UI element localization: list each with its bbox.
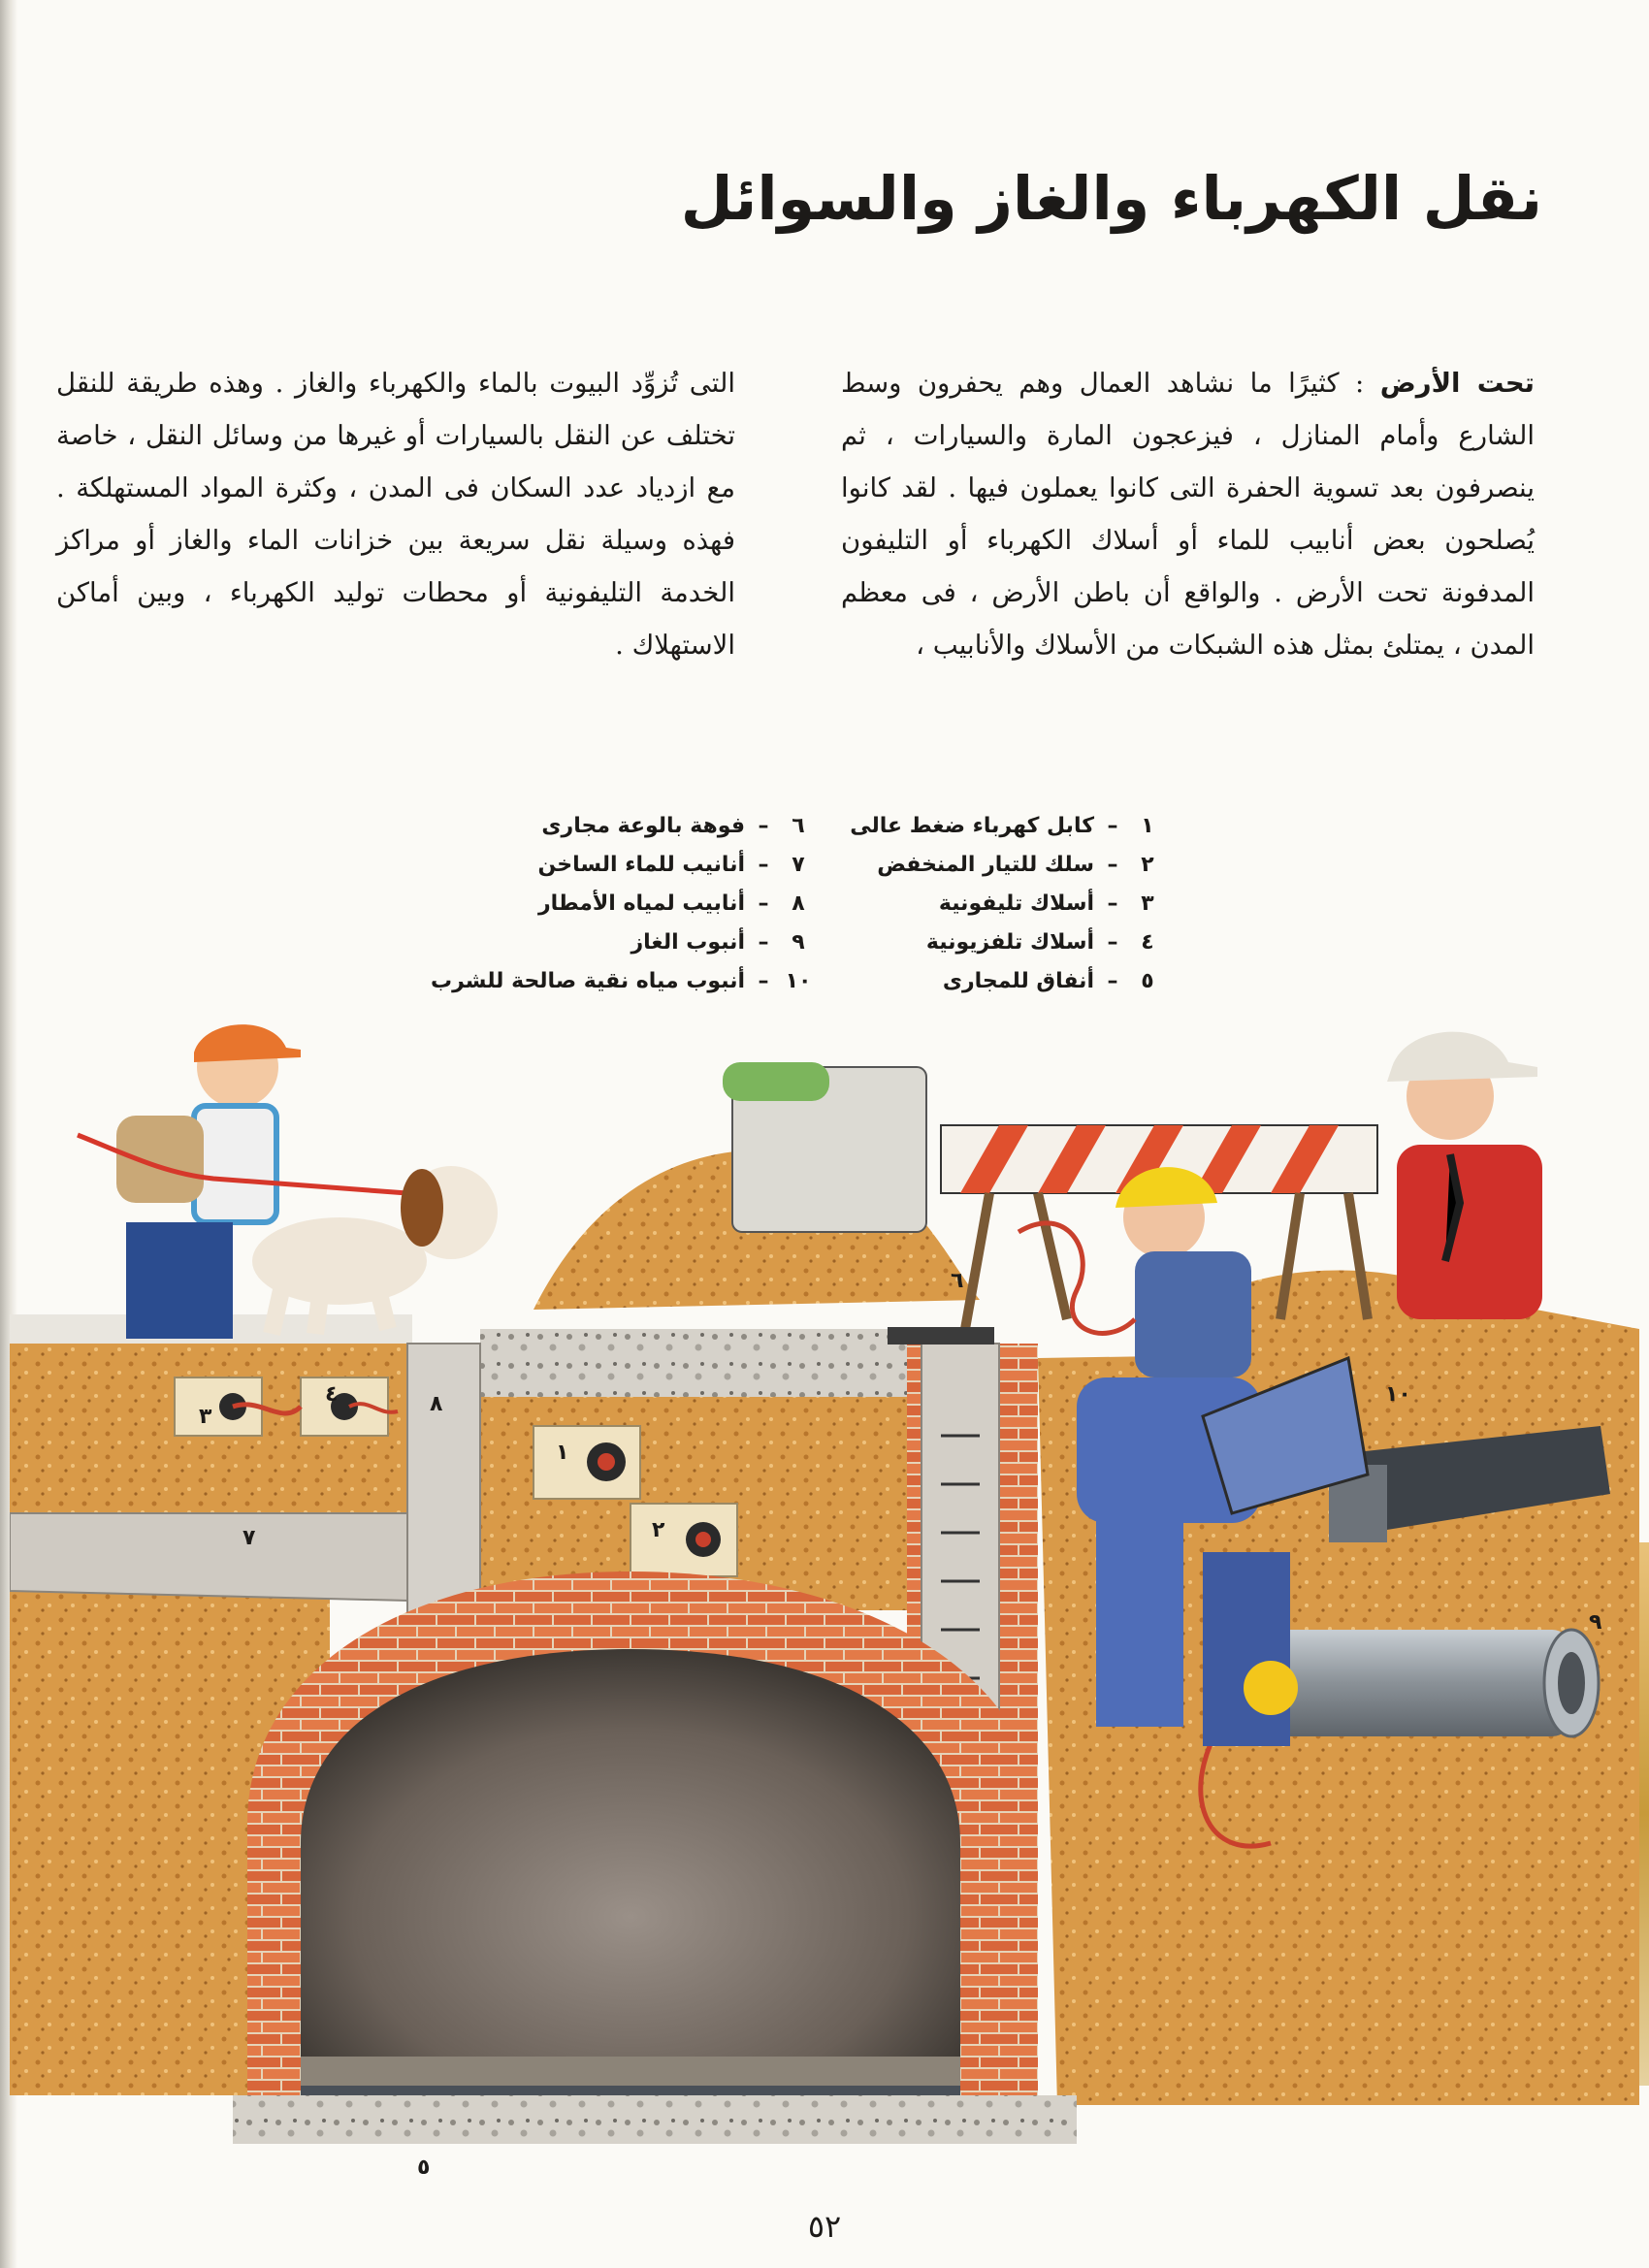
legend-label: أنانيب للماء الساخن (537, 853, 745, 877)
legend-item (431, 846, 815, 885)
legend-label: سلك للتيار المنخفض (877, 853, 1094, 877)
legend-right (850, 807, 1164, 1001)
callout-3: ٣ (199, 1405, 212, 1429)
television-conduit (301, 1377, 398, 1436)
legend-label: أنبوب مياه نقية صالحة للشرب (431, 969, 745, 993)
legend-item (850, 962, 1164, 1001)
legend-item (431, 962, 815, 1001)
legend-number: ٦ (792, 814, 805, 838)
concrete-base (233, 2095, 1077, 2144)
legend-label: أنابيب لمياه الأمطار (537, 891, 745, 916)
legend-item (850, 846, 1164, 885)
paragraph-lead: تحت الأرض (1379, 368, 1535, 399)
legend-label: أسلاك تلفزيونية (925, 930, 1094, 955)
paragraph-left-text: التى تُزوِّد البيوت بالماء والكهرباء والغاز . وهذه طريقة للنقل تختلف عن النقل بالسيارات أو غيرها من وسائل النقل ، خاصة مع ازدياد عدد السكان فى المدن ، وكثرة المواد المستهلكة . فهذه وسيلة نقل سريعة بين خزانات الماء والغاز أو مراكز الخدمة التليفونية أو محطات توليد الكهرباء ، وبين أماكن الاستهلاك . (56, 368, 735, 661)
legend-item (431, 923, 815, 962)
legend-number: ٩ (792, 930, 805, 955)
legend-label: أنفاق للمجارى (942, 969, 1094, 993)
legend-item (850, 923, 1164, 962)
callout-6: ٦ (951, 1269, 964, 1293)
underground-utilities-illustration (10, 1009, 1649, 2173)
hot-water-pipe (10, 1513, 407, 1601)
legend-number: ١ (1141, 814, 1154, 838)
legend-left (431, 807, 815, 1001)
page-title: نقل الكهرباء والغاز والسوائل (680, 163, 1542, 234)
worker-hardhat-figure (1116, 1167, 1251, 1377)
gravel-layer (480, 1329, 907, 1397)
truck-cab-top (723, 1062, 829, 1101)
callout-2: ٢ (652, 1518, 665, 1542)
legend-number: ٤ (1141, 930, 1154, 955)
legend-number: ٨ (792, 891, 805, 916)
legend-number: ٢ (1141, 853, 1154, 877)
legend-item (431, 885, 815, 923)
callout-1: ١ (556, 1441, 569, 1465)
callout-9: ٩ (1589, 1610, 1602, 1635)
sewer-tunnel (301, 1649, 960, 2095)
legend-number: ٧ (792, 853, 805, 877)
legend-item (431, 807, 815, 846)
legend-number: ١٠ (785, 969, 812, 993)
legend-dash: – (758, 891, 769, 916)
hose-red (1018, 1223, 1135, 1334)
man-figure (1387, 1032, 1542, 1319)
legend-number: ٣ (1141, 891, 1154, 916)
legend-dash: – (1107, 853, 1118, 877)
callout-4: ٤ (325, 1382, 339, 1407)
legend-dash: – (1107, 814, 1118, 838)
page-number: ٥٢ (807, 2208, 842, 2245)
legend-label: أنبوب الغاز (630, 930, 745, 955)
legend-dash: – (1107, 891, 1118, 916)
callout-5: ٥ (417, 2155, 431, 2180)
manhole-cover (888, 1327, 994, 1345)
legend-number: ٥ (1141, 969, 1154, 993)
legend-label: أسلاك تليفونية (938, 891, 1094, 916)
legend-dash: – (758, 814, 769, 838)
callout-8: ٨ (430, 1392, 443, 1416)
callout-7: ٧ (242, 1526, 256, 1550)
legend-dash: – (1107, 930, 1118, 955)
legend-dash: – (758, 969, 769, 993)
legend-item (850, 885, 1164, 923)
paragraph-right-text: : كثيرًا ما نشاهد العمال وهم يحفرون وسط الشارع وأمام المنازل ، فيزعجون المارة والسيارات ، ثم ينصرفون بعد تسوية الحفرة التى كانوا يعملون فيها . لقد كانوا يُصلحون بعض أنابيب للماء أو أسلاك الكهرباء أو التليفون المدفونة تحت الأرض . والواقع أن باطن الأرض ، فى معظم المدن ، يمتلئ بمثل هذه الشبكات من الأسلاك والأنابيب ، (841, 368, 1535, 661)
legend-dash: – (1107, 969, 1118, 993)
callout-10: ١٠ (1385, 1382, 1411, 1407)
legend-dash: – (758, 930, 769, 955)
text-column-left (56, 357, 735, 671)
gas-pipe (1261, 1630, 1599, 1736)
text-column-right (841, 357, 1535, 671)
legend-dash: – (758, 853, 769, 877)
low-voltage-cable-conduit (630, 1504, 737, 1576)
legend-label: فوهة بالوعة مجارى (541, 814, 745, 838)
legend-item (850, 807, 1164, 846)
legend-label: كابل كهرباء ضغط عالى (850, 814, 1094, 838)
high-voltage-cable-conduit (534, 1426, 640, 1499)
